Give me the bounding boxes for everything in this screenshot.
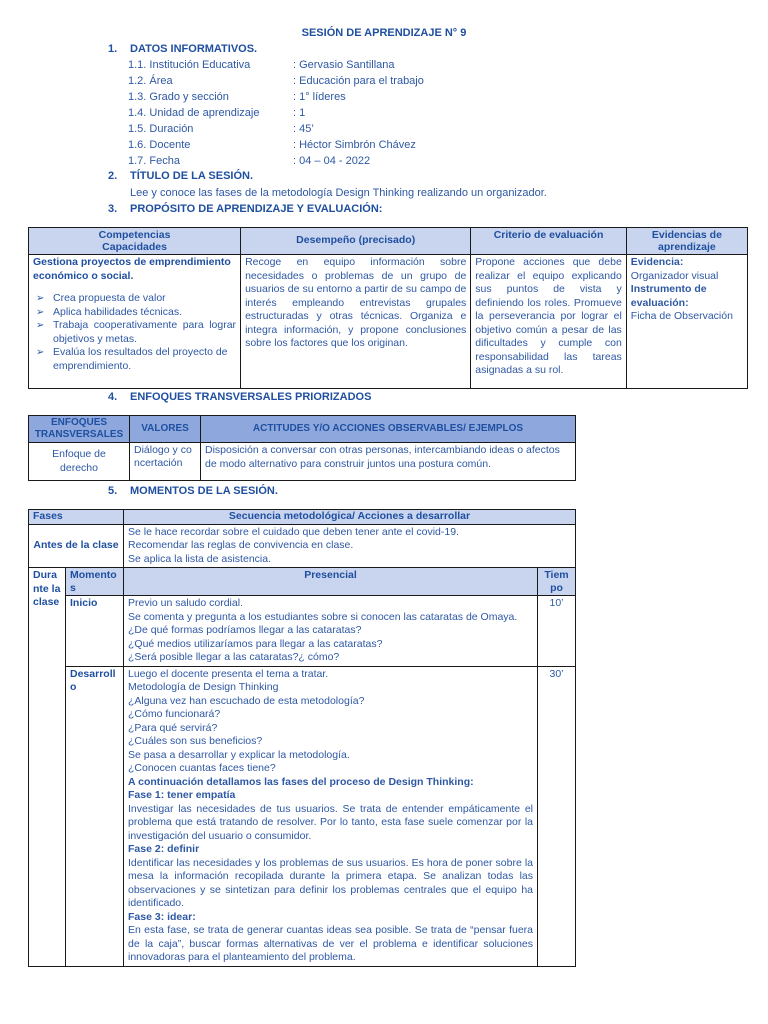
- evidence-label: Evidencia:: [630, 256, 684, 268]
- desarrollo-line: Se pasa a desarrollar y explicar la metodología.: [128, 748, 350, 761]
- capacity-text: Trabaja cooperativamente para lograr objetivos y metas.: [53, 319, 237, 345]
- inicio-line: Se comenta y pregunta a los estudiantes sobre si conocen las cataratas de Omaya.: [128, 610, 518, 623]
- moments-table: [28, 509, 576, 967]
- desarrollo-time: 30’: [538, 666, 576, 966]
- desarrollo-line: Metodología de Design Thinking: [128, 681, 279, 693]
- info-value: : 45’: [293, 123, 314, 135]
- instrument-label: Instrumento de evaluación:: [630, 283, 707, 309]
- section-5-heading: [108, 485, 278, 499]
- phases-intro: A continuación detallamos las fases del proceso de Design Thinking:: [128, 775, 474, 788]
- competencies-header-line: Competencias: [98, 229, 171, 241]
- phase-1-title: Fase 1: tener empatía: [128, 789, 236, 801]
- approach-header-row: [29, 416, 576, 443]
- page-title: SESIÓN DE APRENDIZAJE N° 9: [301, 27, 467, 39]
- section-1-heading: [108, 43, 257, 57]
- capacity-item: [33, 346, 236, 373]
- inicio-content: [124, 596, 538, 667]
- moments-header-row: [29, 510, 576, 525]
- inicio-time: 10’: [538, 596, 576, 667]
- time-header: Tiempo: [538, 568, 576, 596]
- section-3-heading: [108, 203, 382, 217]
- info-label: 1.7. Fecha: [128, 155, 180, 167]
- inicio-line: ¿De qué formas podríamos llegar a las cataratas?: [128, 624, 362, 636]
- capacity-text: Aplica habilidades técnicas.: [53, 305, 182, 318]
- desarrollo-content: [124, 666, 538, 966]
- capacity-text: Crea propuesta de valor: [53, 292, 166, 304]
- info-label: 1.4. Unidad de aprendizaje: [128, 107, 260, 119]
- session-title-text: Lee y conoce las fases de la metodología Design Thinking realizando un organizador.: [130, 187, 547, 199]
- capacities-list: [33, 292, 236, 373]
- approach-cell: Enfoque de derecho: [29, 443, 130, 481]
- evidence-header-line: aprendizaje: [658, 241, 716, 253]
- value-cell: Diálogo y concertación: [130, 443, 201, 481]
- desarrollo-line: Luego el docente presenta el tema a tratar.: [128, 667, 329, 680]
- competency-cell: [29, 255, 241, 389]
- evidence-value: Organizador visual: [630, 269, 719, 282]
- before-class-label: Antes de la clase: [29, 524, 124, 568]
- phase-2-title: Fase 2: definir: [128, 843, 200, 855]
- capacity-item: [33, 292, 236, 306]
- info-label: 1.2. Área: [128, 75, 173, 87]
- section-3-label: PROPÓSITO DE APRENDIZAJE Y EVALUACIÓN:: [130, 203, 383, 215]
- desarrollo-line: ¿Cómo funcionará?: [128, 708, 221, 720]
- inicio-line: ¿Será posible llegar a las cataratas?¿ cómo?: [128, 651, 340, 663]
- purpose-body-row: [29, 255, 748, 389]
- info-value: : 1° líderes: [293, 91, 346, 103]
- info-value: : Educación para el trabajo: [293, 75, 424, 87]
- info-label: 1.3. Grado y sección: [128, 91, 229, 103]
- section-4-number: 4.: [108, 391, 118, 403]
- phases-header: Fases: [29, 510, 124, 525]
- approach-table: [28, 415, 576, 481]
- performance-header: Desempeño (precisado): [241, 228, 471, 255]
- capacity-text: Evalúa los resultados del proyecto de emprendimiento.: [53, 346, 228, 372]
- section-2-heading: [108, 170, 253, 184]
- arrow-bullet-icon: ➢: [36, 293, 45, 304]
- criteria-cell: Propone acciones que debe realizar el equipo explicando sus puntos de vista y definiendo los roles. Promueve la perseverancia por lograr el objetivo común a pesar de las dificultades y cumple con responsabilidad las tareas asignadas a su rol.: [471, 255, 627, 389]
- evidence-cell: [626, 255, 747, 389]
- phase-2-text: Identificar las necesidades y los problemas de sus usuarios. Es hora de poner sobre la mesa la información recopilada durante la primera etapa. Se analizan todas las observaciones y se sintetizan para definir los problemas centrales que el equipo ha identificado.: [128, 856, 533, 909]
- section-1-label: DATOS INFORMATIVOS.: [130, 43, 258, 55]
- approach-header: ENFOQUES TRANSVERSALES: [29, 416, 130, 443]
- before-class-row: [29, 524, 576, 568]
- arrow-bullet-icon: ➢: [36, 347, 45, 358]
- attitude-cell: Disposición a conversar con otras personas, intercambiando ideas o afectos de modo alternativo para construir juntos una postura común.: [201, 443, 576, 481]
- evidence-header: [626, 228, 747, 255]
- attitudes-header: ACTITUDES Y/O ACCIONES OBSERVABLES/ EJEMPLOS: [201, 416, 576, 443]
- inicio-row: [29, 596, 576, 667]
- presencial-header: Presencial: [124, 568, 538, 596]
- info-value: : 1: [293, 107, 306, 119]
- instrument-value: Ficha de Observación: [630, 310, 733, 322]
- capacity-item: [33, 319, 236, 346]
- info-label: 1.6. Docente: [128, 139, 191, 151]
- section-5-label: MOMENTOS DE LA SESIÓN.: [130, 485, 278, 497]
- evidence-header-line: Evidencias de: [651, 229, 722, 241]
- sequence-header: Secuencia metodológica/ Acciones a desarrollar: [124, 510, 576, 525]
- during-class-label: Durante la clase: [29, 568, 66, 967]
- phase-3-title: Fase 3: idear:: [128, 910, 196, 923]
- values-header: VALORES: [130, 416, 201, 443]
- moments-header: Momentos: [66, 568, 124, 596]
- section-2-number: 2.: [108, 170, 118, 182]
- before-class-line: Recomendar las reglas de convivencia en clase.: [128, 539, 354, 551]
- inicio-line: Previo un saludo cordial.: [128, 597, 243, 609]
- criteria-header: Criterio de evaluación: [471, 228, 627, 255]
- section-5-number: 5.: [108, 485, 118, 497]
- arrow-bullet-icon: ➢: [36, 320, 45, 331]
- info-value: : Gervasio Santillana: [293, 59, 395, 71]
- before-class-line: Se aplica la lista de asistencia.: [128, 552, 271, 565]
- capacities-header-line: Capacidades: [102, 241, 167, 253]
- desarrollo-line: ¿Conocen cuantas faces tiene?: [128, 762, 276, 774]
- purpose-header-row: [29, 228, 748, 255]
- capacity-item: [33, 306, 236, 320]
- desarrollo-line: ¿Cuáles son sus beneficios?: [128, 735, 263, 747]
- phase-3-text: En esta fase, se trata de generar cuantas ideas sea posible. Se trata de “pensar fuera de la caja”, buscar formas alternativas de ver el problema e identificar soluciones innovadoras para el planteamiento del problema.: [128, 924, 533, 963]
- info-label: 1.1. Institución Educativa: [128, 59, 251, 71]
- info-value: : 04 – 04 - 2022: [293, 155, 371, 167]
- section-4-heading: [108, 391, 371, 405]
- approach-body-row: [29, 443, 576, 481]
- inicio-label: Inicio: [66, 596, 124, 667]
- info-list: [128, 59, 548, 171]
- purpose-table: [28, 227, 748, 389]
- section-4-label: ENFOQUES TRANSVERSALES PRIORIZADOS: [130, 391, 372, 403]
- competency-text: Gestiona proyectos de emprendimiento económico o social.: [33, 256, 231, 282]
- desarrollo-line: ¿Para qué servirá?: [128, 721, 218, 734]
- section-2-label: TÍTULO DE LA SESIÓN.: [130, 170, 254, 182]
- section-3-number: 3.: [108, 203, 118, 215]
- desarrollo-line: ¿Alguna vez han escuchado de esta metodología?: [128, 694, 365, 707]
- info-value: : Héctor Simbrón Chávez: [293, 139, 416, 151]
- performance-cell: Recoge en equipo información sobre necesidades o problemas de un grupo de usuarios de su entorno a partir de su campo de interés empleando entrevistas grupales estructuradas y otras técnicas. Organiza e integra información, y propone conclusiones sobre los factores que los originan.: [241, 255, 471, 389]
- arrow-bullet-icon: ➢: [36, 306, 45, 318]
- inicio-line: ¿Qué medios utilizaríamos para llegar a las cataratas?: [128, 637, 383, 650]
- desarrollo-label: Desarrollo: [66, 666, 124, 966]
- phase-1-text: Investigar las necesidades de tus usuarios. Se trata de entender empáticamente el problema que está tratando de resolver. Por lo tanto, esta fase suele comenzar por la investigación del usuario o consumidor.: [128, 802, 533, 842]
- before-class-line: Se le hace recordar sobre el cuidado que deben tener ante el covid-19.: [128, 525, 459, 538]
- before-class-content: [124, 524, 576, 568]
- competencies-header: [29, 228, 241, 255]
- info-label: 1.5. Duración: [128, 123, 194, 135]
- desarrollo-row: [29, 666, 576, 966]
- during-class-header-row: [29, 568, 576, 596]
- section-1-number: 1.: [108, 43, 118, 55]
- evidence-line: [631, 256, 743, 283]
